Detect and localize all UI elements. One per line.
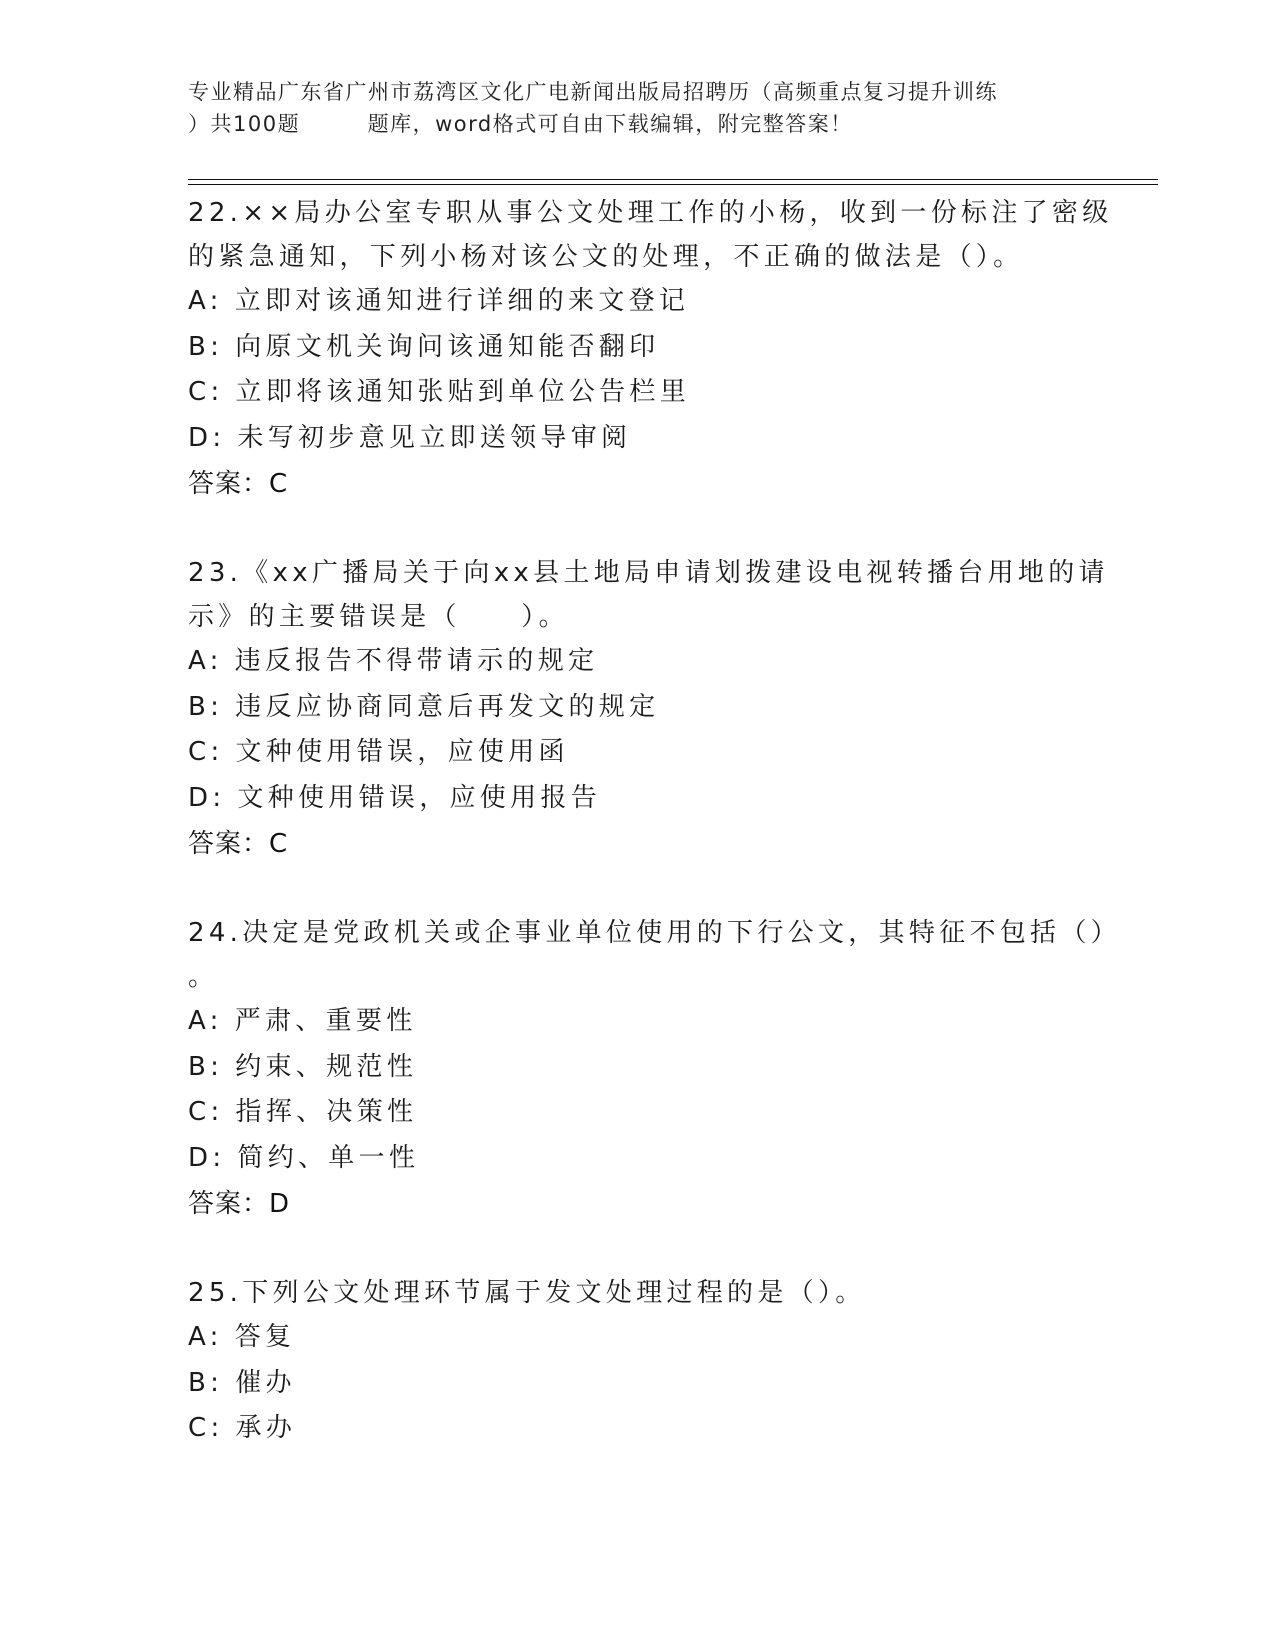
option-key: A: <box>188 286 223 316</box>
option-text: 简约、单一性 <box>237 1142 420 1173</box>
header-line-2: ）共100题 题库，word格式可自由下载编辑，附完整答案！ <box>188 112 853 136</box>
header-divider-top <box>188 179 1158 180</box>
question-stem-line: 的紧急通知，下列小杨对该公文的处理，不正确的做法是（）。 <box>188 242 1024 272</box>
option-text: 指挥、决策性 <box>235 1097 418 1127</box>
header-divider-bottom <box>188 184 1158 185</box>
option-key: B: <box>188 691 224 722</box>
option-c <box>188 730 1088 776</box>
option-text: 违反报告不得带请示的规定 <box>234 646 599 676</box>
option-key: A: <box>188 646 223 676</box>
page-header <box>188 76 1088 140</box>
option-d <box>188 416 1088 462</box>
option-key: D: <box>188 782 226 813</box>
option-key: B: <box>188 331 224 362</box>
option-a <box>188 279 1088 325</box>
answer-line: 答案：D <box>188 1189 291 1219</box>
question-22 <box>188 191 1113 507</box>
question-stem-line: 23.《xx广播局关于向xx县土地局申请划拨建设电视转播台用地的请 <box>188 558 1109 588</box>
answer-line: 答案：C <box>188 829 289 859</box>
option-c <box>188 370 1088 416</box>
question-25 <box>188 1271 1088 1452</box>
option-text: 催办 <box>235 1367 296 1398</box>
question-stem-line: 22.××局办公室专职从事公文处理工作的小杨，收到一份标注了密级 <box>188 198 1113 228</box>
option-text: 向原文机关询问该通知能否翻印 <box>235 331 660 362</box>
option-d <box>188 1136 1088 1182</box>
option-text: 立即将该通知张贴到单位公告栏里 <box>235 377 691 407</box>
question-list <box>188 191 1121 1496</box>
option-text: 文种使用错误，应使用报告 <box>237 782 601 813</box>
option-text: 未写初步意见立即送领导审阅 <box>237 422 632 453</box>
question-24 <box>188 911 1121 1227</box>
question-stem-line: 25.下列公文处理环节属于发文处理过程的是（）。 <box>188 1278 866 1308</box>
option-text: 严肃、重要性 <box>234 1006 417 1036</box>
option-key: D: <box>188 1142 226 1173</box>
question-23 <box>188 551 1109 867</box>
option-b <box>188 685 1088 731</box>
option-text: 立即对该通知进行详细的来文登记 <box>234 286 690 316</box>
option-text: 答复 <box>234 1322 296 1352</box>
option-text: 承办 <box>235 1413 297 1443</box>
question-stem-line: 。 <box>188 962 219 992</box>
option-key: C: <box>188 1413 224 1443</box>
option-b <box>188 1045 1088 1091</box>
answer-line: 答案：C <box>188 469 289 499</box>
option-key: C: <box>188 737 224 767</box>
question-stem-line: 示》的主要错误是（ ）。 <box>188 602 569 632</box>
option-a <box>188 999 1088 1045</box>
header-line-1: 专业精品广东省广州市荔湾区文化广电新闻出版局招聘历（高频重点复习提升训练 <box>188 80 998 104</box>
option-a <box>188 1315 1088 1361</box>
option-d <box>188 776 1088 822</box>
option-key: B: <box>188 1367 224 1398</box>
option-text: 违反应协商同意后再发文的规定 <box>235 691 660 722</box>
option-key: A: <box>188 1322 223 1352</box>
option-a <box>188 639 1088 685</box>
option-c <box>188 1090 1088 1136</box>
option-text: 文种使用错误，应使用函 <box>235 737 569 767</box>
option-key: D: <box>188 422 226 453</box>
option-text: 约束、规范性 <box>235 1051 418 1082</box>
option-b <box>188 325 1088 371</box>
option-c <box>188 1406 1088 1452</box>
option-key: B: <box>188 1051 224 1082</box>
option-key: C: <box>188 1097 224 1127</box>
option-b <box>188 1361 1088 1407</box>
question-stem-line: 24.决定是党政机关或企事业单位使用的下行公文，其特征不包括（） <box>188 918 1121 948</box>
option-key: A: <box>188 1006 223 1036</box>
option-key: C: <box>188 377 224 407</box>
